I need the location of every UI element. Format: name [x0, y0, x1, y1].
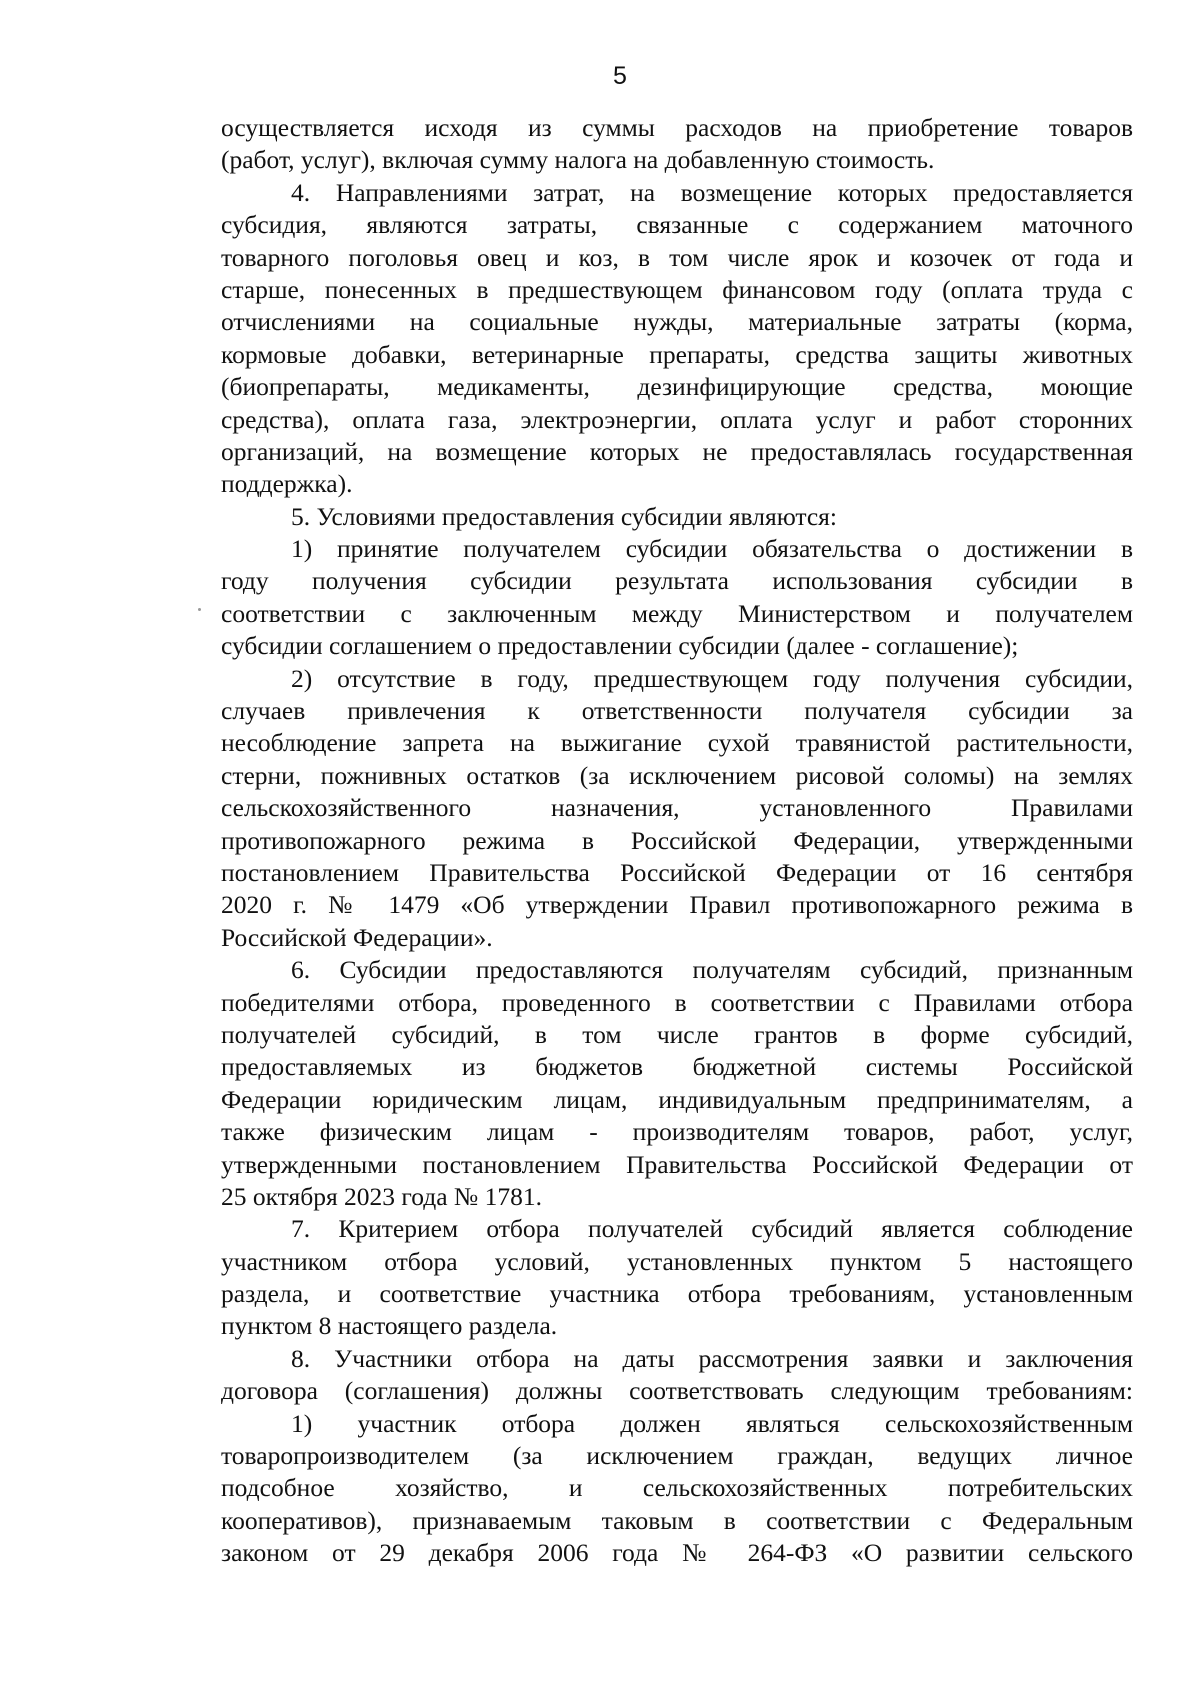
text-line: случаев привлечения к ответственности получателя субсидии за	[221, 696, 1133, 726]
item-5-1-start: 1) принятие получателем субсидии обязательства о достижении в	[291, 534, 1133, 564]
paragraph-5-start: 5. Условиями предоставления субсидии являются:	[291, 501, 837, 531]
text-line: получателей субсидий, в том числе грантов в форме субсидий,	[221, 1019, 1133, 1049]
text-line: отчислениями на социальные нужды, материальные затраты (корма,	[221, 307, 1133, 337]
text-line: осуществляется исходя из суммы расходов на приобретение товаров	[221, 113, 1133, 142]
text-line: Российской Федерации».	[221, 922, 493, 952]
item-5-2-start: 2) отсутствие в году, предшествующем году получения субсидии,	[291, 663, 1133, 693]
text-line: утвержденными постановлением Правительства Российской Федерации от	[221, 1149, 1133, 1179]
text-line: поддержка).	[221, 469, 353, 499]
text-line: субсидия, являются затраты, связанные с содержанием маточного	[221, 210, 1133, 240]
page-number: 5	[613, 62, 627, 90]
text-line: (работ, услуг), включая сумму налога на добавленную стоимость.	[221, 145, 935, 175]
text-line: постановлением Правительства Российской Федерации от 16 сентября	[221, 857, 1133, 887]
paragraph-8-start: 8. Участники отбора на даты рассмотрения заявки и заключения	[291, 1343, 1133, 1373]
text-line: участником отбора условий, установленных пунктом 5 настоящего	[221, 1246, 1133, 1276]
text-line: кооперативов), признаваемым таковым в соответствии с Федеральным	[221, 1505, 1133, 1535]
paragraph-4-start: 4. Направлениями затрат, на возмещение которых предоставляется	[291, 177, 1133, 207]
text-line: кормовые добавки, ветеринарные препараты, средства защиты животных	[221, 339, 1133, 369]
text-line: товарного поголовья овец и коз, в том числе ярок и козочек от года и	[221, 242, 1133, 272]
text-line: подсобное хозяйство, и сельскохозяйственных потребительских	[221, 1473, 1133, 1503]
text-line: раздела, и соответствие участника отбора требованиям, установленным	[221, 1279, 1133, 1309]
text-line: также физическим лицам - производителям товаров, работ, услуг,	[221, 1117, 1133, 1147]
text-line: 25 октября 2023 года № 1781.	[221, 1181, 543, 1211]
text-line: предоставляемых из бюджетов бюджетной системы Российской	[221, 1052, 1133, 1082]
scan-dot	[198, 608, 201, 611]
text-line: году получения субсидии результата использования субсидии в	[221, 566, 1133, 596]
text-line: старше, понесенных в предшествующем финансовом году (оплата труда с	[221, 274, 1133, 304]
document-body	[221, 112, 1133, 1570]
text-line: несоблюдение запрета на выжигание сухой травянистой растительности,	[221, 728, 1133, 758]
text-line: законом от 29 декабря 2006 года № 264-ФЗ «О развитии сельского	[221, 1538, 1133, 1568]
text-line: средства), оплата газа, электроэнергии, оплата услуг и работ сторонних	[221, 404, 1133, 434]
text-line: сельскохозяйственного назначения, установленного Правилами	[221, 793, 1133, 823]
item-8-1-start: 1) участник отбора должен являться сельскохозяйственным	[291, 1408, 1133, 1438]
text-line: пунктом 8 настоящего раздела.	[221, 1311, 558, 1341]
text-line: Федерации юридическим лицам, индивидуальным предпринимателям, а	[221, 1084, 1133, 1114]
paragraph-7-start: 7. Критерием отбора получателей субсидий является соблюдение	[291, 1214, 1133, 1244]
text-line: договора (соглашения) должны соответствовать следующим требованиям:	[221, 1376, 1133, 1406]
text-line: субсидии соглашением о предоставлении субсидии (далее - соглашение);	[221, 631, 1019, 661]
text-line: противопожарного режима в Российской Федерации, утвержденными	[221, 825, 1133, 855]
text-line: (биопрепараты, медикаменты, дезинфицирующие средства, моющие	[221, 372, 1133, 402]
text-line: соответствии с заключенным между Министерством и получателем	[221, 598, 1133, 628]
paragraph-6-start: 6. Субсидии предоставляются получателям субсидий, признанным	[291, 955, 1133, 985]
text-line: 2020 г. № 1479 «Об утверждении Правил противопожарного режима в	[221, 890, 1133, 920]
text-line: организаций, на возмещение которых не предоставлялась государственная	[221, 436, 1133, 466]
text-line: товаропроизводителем (за исключением граждан, ведущих личное	[221, 1441, 1133, 1471]
text-line: стерни, пожнивных остатков (за исключением рисовой соломы) на землях	[221, 760, 1133, 790]
text-line: победителями отбора, проведенного в соответствии с Правилами отбора	[221, 987, 1133, 1017]
